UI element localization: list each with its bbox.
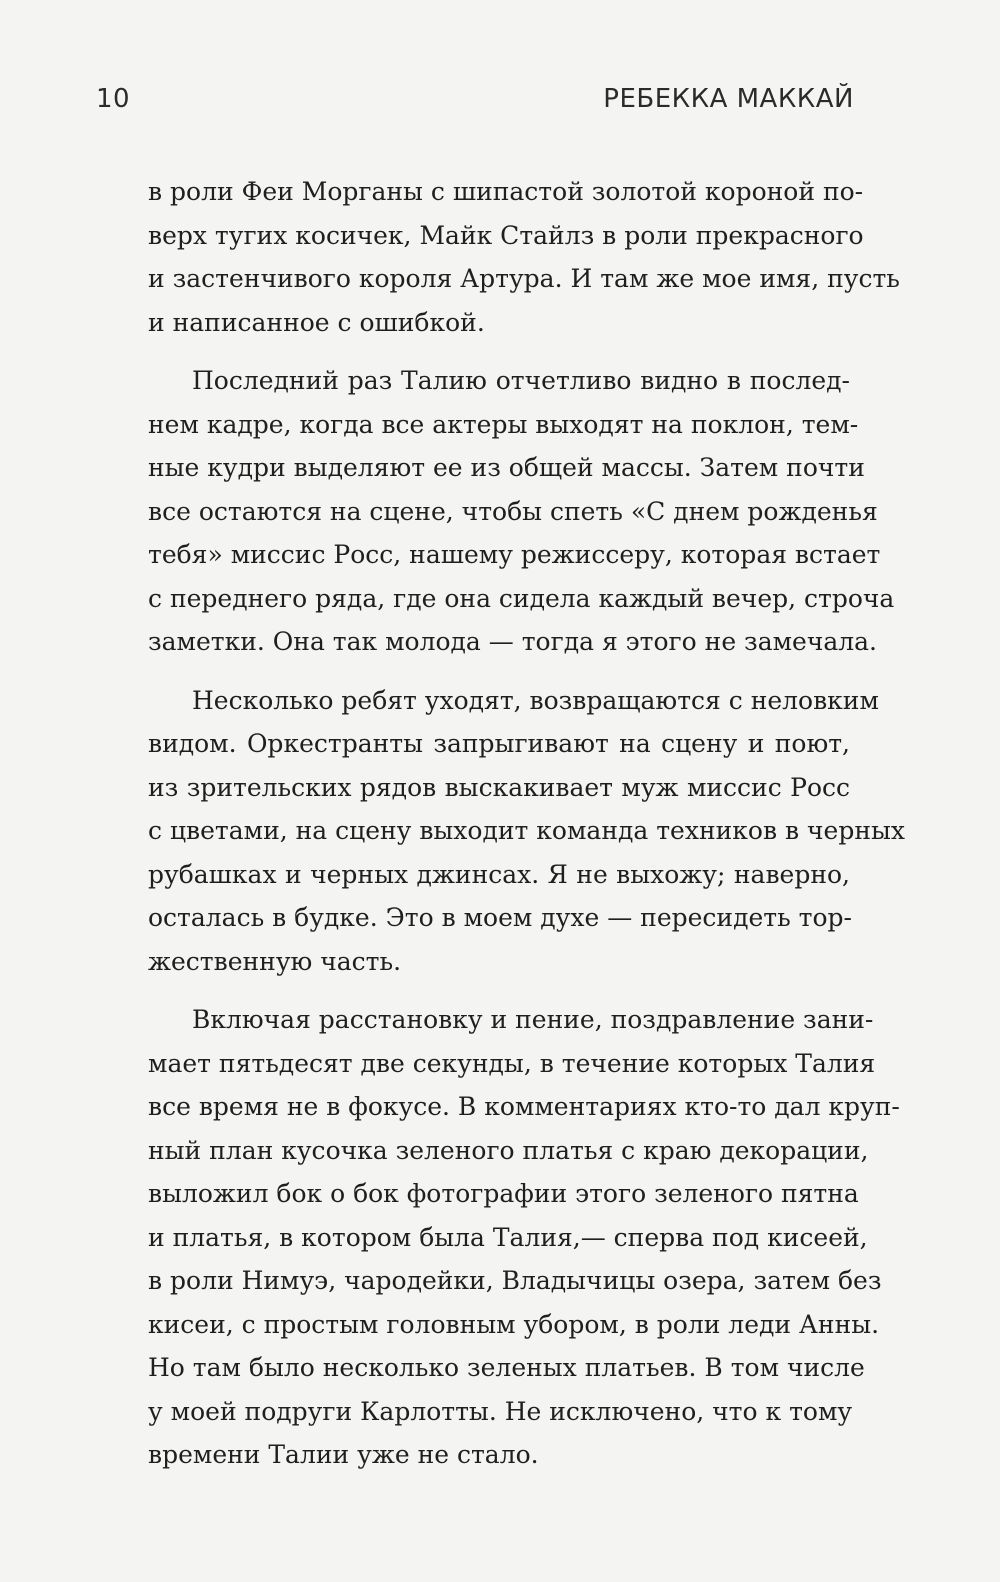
paragraph-1 — [148, 170, 900, 344]
text-line: у моей подруги Карлотты. Не исключено, что к тому — [148, 1396, 853, 1426]
text-line: жественную часть. — [148, 946, 402, 976]
text-line: в роли Нимуэ, чародейки, Владычицы озера, затем без — [148, 1266, 882, 1295]
text-line: и платья, в котором была Талия,— сперва под кисеей, — [148, 1222, 868, 1252]
text-line: осталась в будке. Это в моем духе — пересидеть тор- — [148, 903, 853, 932]
text-line: Включая расстановку и пение, поздравление зани- — [192, 1005, 874, 1034]
paragraph-4 — [148, 998, 900, 1477]
text-line: в роли Феи Морганы с шипастой золотой короной по- — [148, 177, 864, 206]
text-line: ные кудри выделяют ее из общей массы. Затем почти — [148, 453, 865, 482]
text-line: кисеи, с простым головным убором, в роли леди Анны. — [148, 1309, 880, 1339]
text-line: верх тугих косичек, Майк Стайлз в роли прекрасного — [148, 220, 864, 250]
text-line: Несколько ребят уходят, возвращаются с неловким — [192, 685, 879, 715]
text-line: Но там было несколько зеленых платьев. В том числе — [148, 1353, 865, 1382]
text-line: заметки. Она так молода — тогда я этого не замечала. — [148, 627, 878, 656]
text-line: рубашках и черных джинсах. Я не выхожу; наверно, — [148, 859, 850, 889]
text-line: из зрительских рядов выскакивает муж миссис Росс — [148, 772, 850, 802]
text-line: ный план кусочка зеленого платья с краю декорации, — [148, 1135, 869, 1165]
text-line: и застенчивого короля Артура. И там же мое имя, пусть — [148, 264, 900, 293]
paragraph-2 — [148, 359, 895, 664]
text-line: мает пятьдесят две секунды, в течение которых Талия — [148, 1048, 876, 1078]
text-line: времени Талии уже не стало. — [148, 1440, 539, 1469]
text-line: с переднего ряда, где она сидела каждый вечер, строча — [148, 583, 895, 613]
text-line: видом. Оркестранты запрыгивают на сцену и поют, — [148, 729, 850, 758]
text-line: и написанное с ошибкой. — [148, 307, 485, 337]
text-line: тебя» миссис Росс, нашему режиссеру, которая встает — [148, 540, 881, 569]
page-number: 10 — [96, 84, 131, 114]
text-line: нем кадре, когда все актеры выходят на поклон, тем- — [148, 409, 859, 439]
paragraph-3 — [148, 679, 905, 984]
running-head-author: РЕБЕККА МАККАЙ — [603, 84, 854, 114]
text-line: все время не в фокусе. В комментариях кто-то дал круп- — [148, 1092, 900, 1121]
text-line: все остаются на сцене, чтобы спеть «С днем рожденья — [148, 496, 878, 526]
text-line: выложил бок о бок фотографии этого зеленого пятна — [148, 1179, 859, 1208]
body-text — [148, 170, 905, 1492]
text-line: Последний раз Талию отчетливо видно в послед- — [192, 366, 850, 395]
page-header — [96, 84, 854, 124]
text-line: с цветами, на сцену выходит команда техников в черных — [148, 816, 905, 845]
